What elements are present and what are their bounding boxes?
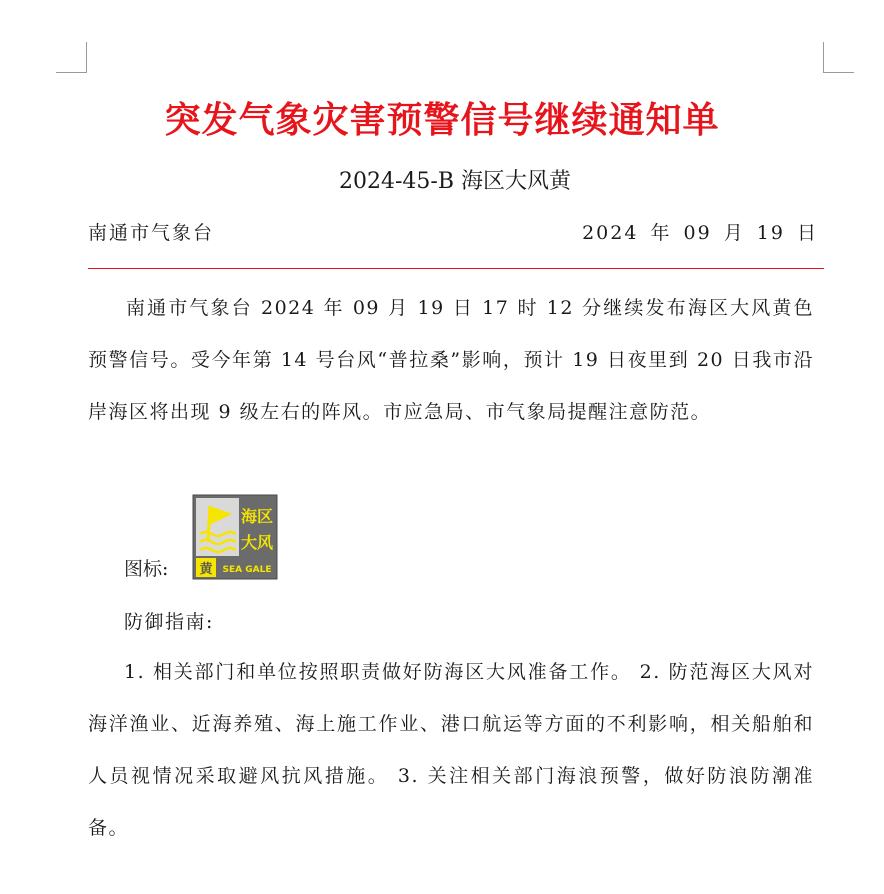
- warning-icon-text-top: 海区: [240, 507, 274, 526]
- page-corner-mark-top-right: [823, 42, 854, 73]
- warning-icon-level: 黄: [199, 562, 213, 577]
- header-divider: [88, 268, 824, 269]
- warning-icon-text-mid: 大风: [240, 533, 274, 552]
- issue-date: 2024 年 09 月 19 日: [582, 222, 818, 244]
- warning-icon-english: SEA GALE: [222, 565, 272, 575]
- guide-text: 1. 相关部门和单位按照职责做好防海区大风准备工作。 2. 防范海区大风对海洋渔业、近海养殖、海上施工作业、港口航运等方面的不利影响，相关船舶和人员视情况采取避风抗风措施。 3. 关注相关部门海浪预警，做好防浪防潮准备。: [88, 661, 814, 839]
- page-corner-mark-top-left: [56, 42, 87, 73]
- issuer: 南通市气象台: [88, 222, 215, 244]
- document-title: 突发气象灾害预警信号继续通知单: [164, 99, 720, 141]
- guide-heading: 防御指南:: [124, 611, 214, 633]
- document-subtitle: 2024-45-B 海区大风黄: [338, 169, 571, 194]
- icon-label: 图标:: [124, 558, 169, 580]
- sea-gale-yellow-warning-icon: [192, 494, 278, 584]
- body-paragraph: 南通市气象台 2024 年 09 月 19 日 17 时 12 分继续发布海区大风黄色预警信号。受今年第 14 号台风“普拉桑”影响，预计 19 日夜里到 20 日我市沿岸海区将出现 9 级左右的阵风。市应急局、市气象局提醒注意防范。: [88, 297, 814, 423]
- warning-icon-graphic: [192, 494, 278, 580]
